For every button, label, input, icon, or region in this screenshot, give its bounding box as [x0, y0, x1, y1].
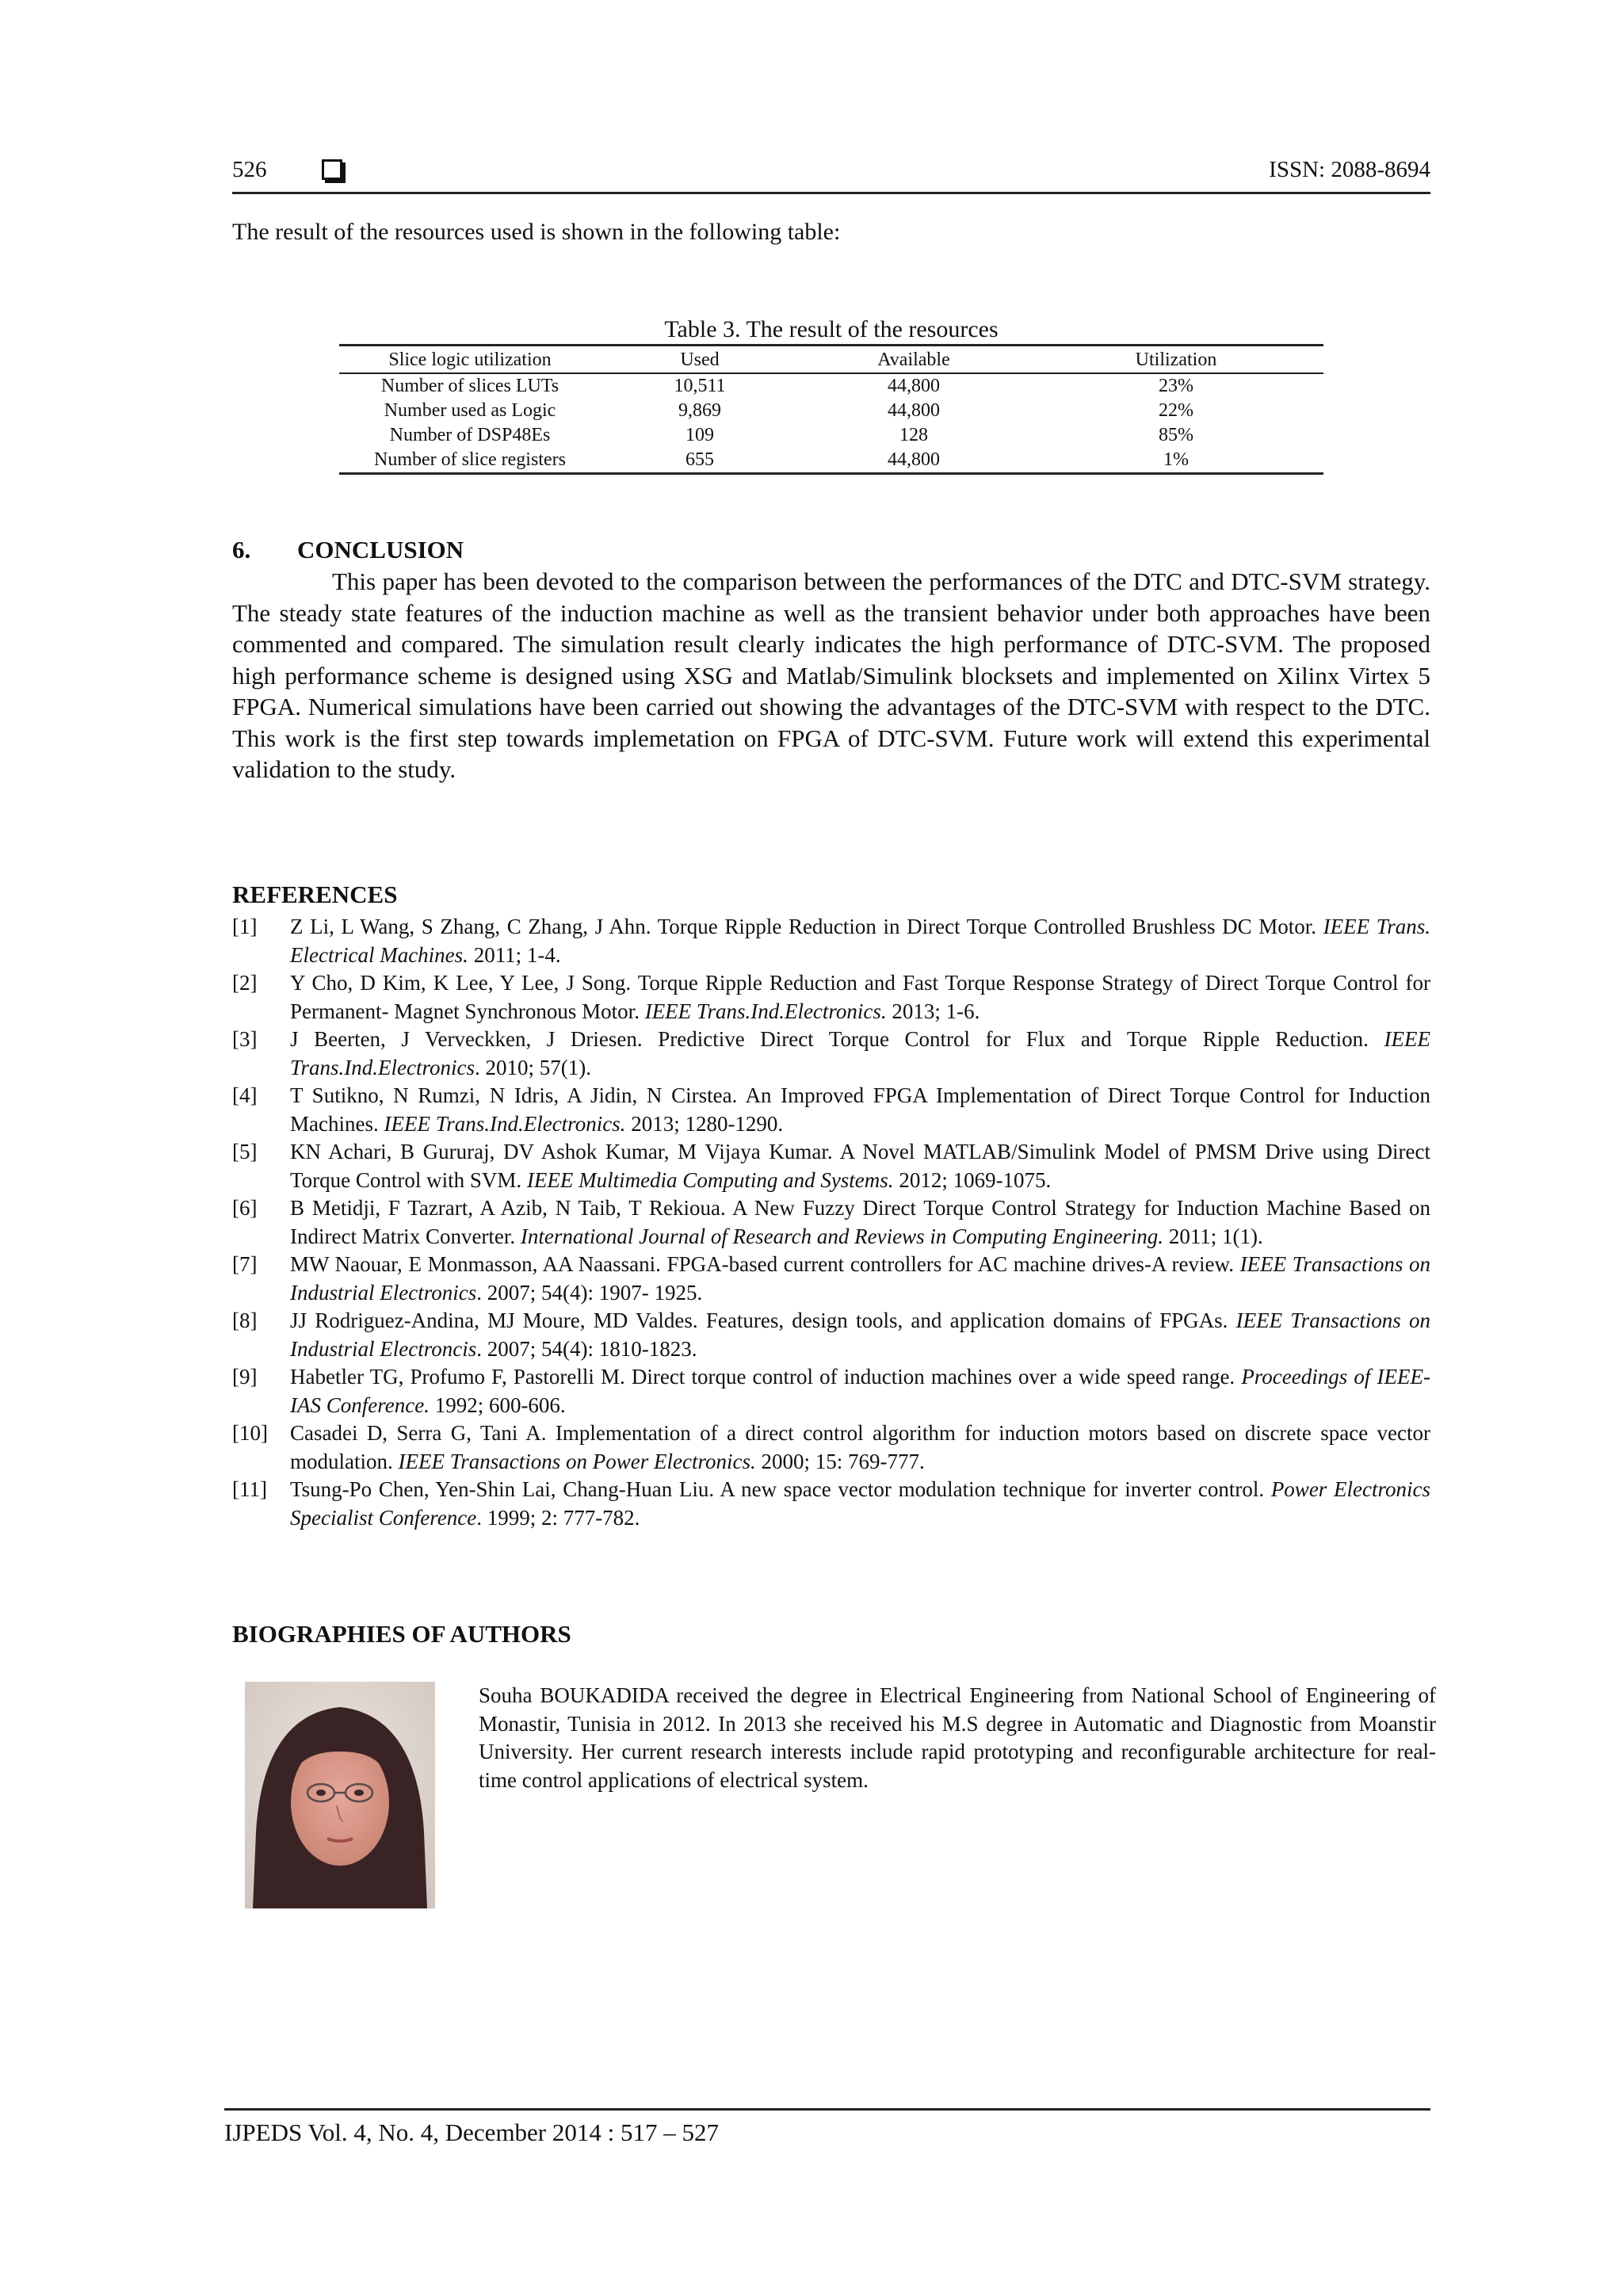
reference-item	[232, 1419, 1430, 1476]
biographies-heading: BIOGRAPHIES OF AUTHORS	[232, 1620, 571, 1648]
reference-item	[232, 1363, 1430, 1419]
page-footer: IJPEDS Vol. 4, No. 4, December 2014 : 517 – 527	[224, 2108, 1430, 2147]
reference-text: KN Achari, B Gururaj, DV Ashok Kumar, M Vijaya Kumar. A Novel MATLAB/Simulink Model of PMSM Drive using Direct Torque Control with SVM. IEEE Multimedia Computing and Systems. 2012; 1069-1075.	[290, 1140, 1430, 1192]
author-biography: Souha BOUKADIDA received the degree in Electrical Engineering from National School of Engineering of Monastir, Tunisia in 2012. In 2013 she received his M.S degree in Automatic and Diagnostic from Moanstir University. Her current research interests include rapid prototyping and reconfigurable architecture for real-time control applications of electrical system.	[479, 1683, 1436, 1792]
reference-text: T Sutikno, N Rumzi, N Idris, A Jidin, N Cirstea. An Improved FPGA Implementation of Direct Torque Control for Induction Machines. IEEE Trans.Ind.Electronics. 2013; 1280-1290.	[290, 1083, 1430, 1136]
table-row	[339, 399, 1323, 423]
table-cell: Number of DSP48Es	[389, 425, 551, 445]
reference-text: JJ Rodriguez-Andina, MJ Moure, MD Valdes. Features, design tools, and application domains of FPGAs. IEEE Transactions on Industrial Electroncis. 2007; 54(4): 1810-1823.	[290, 1308, 1431, 1361]
table-row	[339, 423, 1323, 448]
reference-item	[232, 1082, 1430, 1138]
reference-number: [11]	[232, 1477, 267, 1501]
reference-number: [6]	[232, 1196, 258, 1220]
reference-item	[232, 969, 1430, 1026]
conclusion-heading	[232, 536, 464, 564]
reference-number: [2]	[232, 971, 258, 995]
reference-item	[232, 1026, 1430, 1082]
table-caption: Table 3. The result of the resources	[664, 316, 999, 342]
table-cell: 109	[685, 425, 714, 445]
table-cell: 128	[899, 425, 928, 445]
reference-item	[232, 913, 1430, 969]
reference-number: [9]	[232, 1365, 258, 1389]
reference-number: [10]	[232, 1421, 268, 1445]
column-header: Used	[601, 346, 799, 374]
reference-text: B Metidji, F Tazrart, A Azib, N Taib, T Rekioua. A New Fuzzy Direct Torque Control Strategy for Induction Machine Based on Indirect Matrix Converter. International Journal of Research and Reviews in Computing Engineering. 2011; 1(1).	[290, 1196, 1430, 1248]
column-header: Available	[799, 346, 1029, 374]
reference-item	[232, 1251, 1430, 1307]
reference-item	[232, 1138, 1430, 1194]
references-list	[232, 913, 1430, 1532]
conclusion-paragraph: This paper has been devoted to the comparison between the performances of the DTC and DTC-SVM strategy. The steady state features of the induction machine as well as the transient behavior under both approaches have been commented and compared. The simulation result clearly indicates the high performance of DTC-SVM. The proposed high performance scheme is designed using XSG and Matlab/Simulink blocksets and implemented on Xilinx Virtex 5 FPGA. Numerical simulations have been carried out showing the advantages of the DTC-SVM with respect to the DTC. This work is the first step towards implemetation on FPGA of DTC-SVM. Future work will extend this experimental validation to the study.	[232, 567, 1430, 783]
table-row	[339, 373, 1323, 399]
reference-number: [4]	[232, 1083, 258, 1107]
table-cell: 1%	[1029, 448, 1323, 474]
section-number: 6.	[232, 536, 251, 563]
author-photo	[245, 1682, 435, 1908]
table-cell: 85%	[1159, 425, 1193, 445]
reference-item	[232, 1194, 1430, 1251]
page-number: 526	[232, 157, 267, 182]
reference-text: Tsung-Po Chen, Yen-Shin Lai, Chang-Huan Liu. A new space vector modulation technique for inverter control. Power Electronics Specialist Conference. 1999; 2: 777-782.	[290, 1477, 1430, 1530]
reference-text: J Beerten, J Verveckken, J Driesen. Predictive Direct Torque Control for Flux and Torque Ripple Reduction. IEEE Trans.Ind.Electronics. 2010; 57(1).	[290, 1027, 1430, 1079]
reference-text: Z Li, L Wang, S Zhang, C Zhang, J Ahn. Torque Ripple Reduction in Direct Torque Controlled Brushless DC Motor. IEEE Trans. Electrical Machines. 2011; 1-4.	[290, 915, 1430, 967]
reference-number: [1]	[232, 915, 258, 938]
table-cell: 44,800	[799, 448, 1029, 474]
table-cell: 9,869	[678, 400, 721, 421]
reference-number: [7]	[232, 1252, 258, 1276]
table-cell: 23%	[1159, 376, 1193, 396]
table-row	[339, 448, 1323, 474]
checkbox-square-icon	[322, 159, 342, 180]
issn-label: ISSN: 2088-8694	[1269, 157, 1430, 182]
reference-text: Y Cho, D Kim, K Lee, Y Lee, J Song. Torque Ripple Reduction and Fast Torque Response Strategy of Direct Torque Control for Permanent- Magnet Synchronous Motor. IEEE Trans.Ind.Electronics. 2013; 1-6.	[290, 971, 1430, 1023]
table-cell: Number of slices LUTs	[380, 376, 559, 396]
page-header	[232, 155, 1430, 194]
reference-number: [5]	[232, 1140, 258, 1163]
reference-text: Casadei D, Serra G, Tani A. Implementation of a direct control algorithm for induction motors based on discrete space vector modulation. IEEE Transactions on Power Electronics. 2000; 15: 769-777.	[290, 1421, 1430, 1473]
section-title: CONCLUSION	[297, 536, 464, 563]
table-cell: 10,511	[674, 376, 726, 396]
table-cell: 22%	[1159, 400, 1193, 421]
references-heading: REFERENCES	[232, 881, 398, 908]
reference-number: [3]	[232, 1027, 258, 1051]
table-cell: Number of slice registers	[339, 448, 601, 474]
table-cell: 44,800	[888, 400, 940, 421]
column-header: Slice logic utilization	[339, 346, 601, 374]
reference-number: [8]	[232, 1308, 258, 1332]
reference-item	[232, 1307, 1430, 1363]
intro-paragraph: The result of the resources used is shown in the following table:	[232, 219, 841, 245]
reference-text: Habetler TG, Profumo F, Pastorelli M. Direct torque control of induction machines over a wide speed range. Proceedings of IEEE-IAS Conference. 1992; 600-606.	[290, 1365, 1431, 1417]
table-header-row	[339, 346, 1323, 374]
resources-table	[339, 344, 1323, 475]
table-cell: 655	[601, 448, 799, 474]
reference-item	[232, 1476, 1430, 1532]
column-header: Utilization	[1029, 346, 1323, 374]
resources-table-block	[339, 315, 1323, 475]
table-cell: Number used as Logic	[384, 400, 556, 421]
table-cell: 44,800	[888, 376, 940, 396]
reference-text: MW Naouar, E Monmasson, AA Naassani. FPGA-based current controllers for AC machine drives-A review. IEEE Transactions on Industrial Electronics. 2007; 54(4): 1907- 1925.	[290, 1252, 1430, 1305]
